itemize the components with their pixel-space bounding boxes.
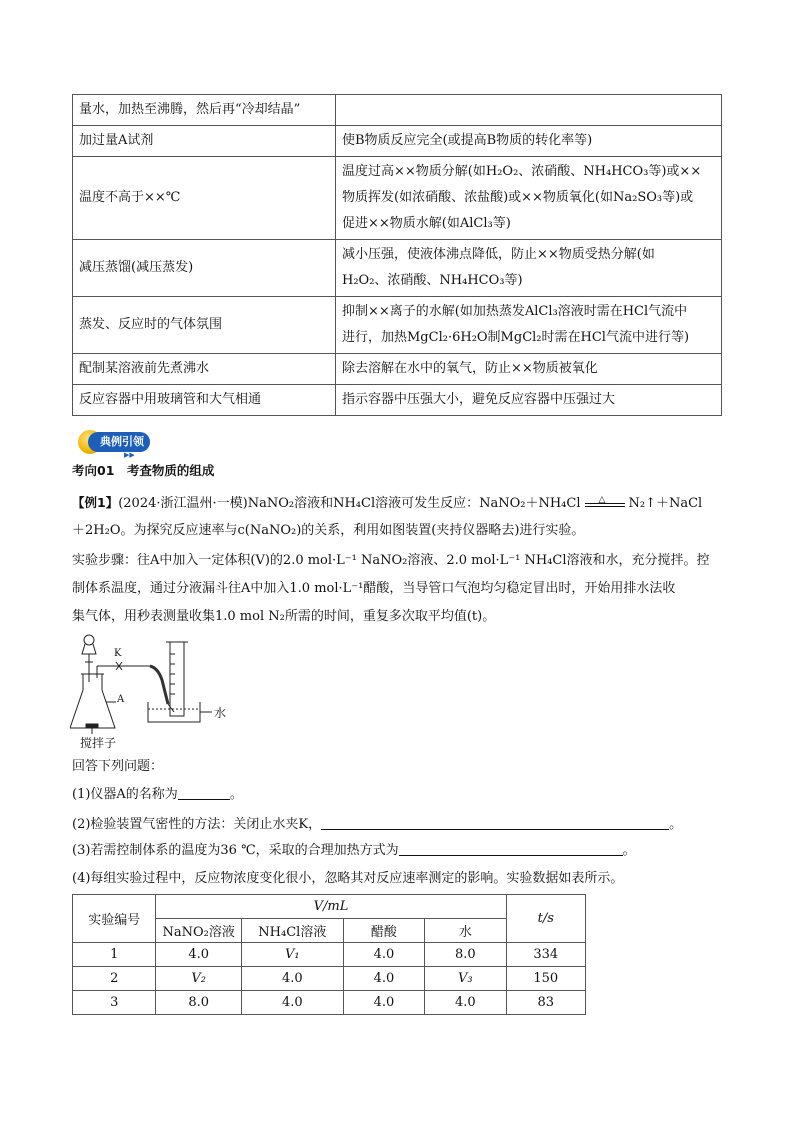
step-line-3: 集气体，用秒表测量收集1.0 mol N₂所需的时间，重复多次取平均值(t)。 — [72, 609, 496, 624]
purpose-line: 抑制××离子的水解(如加热蒸发AlCl₃溶液时需在HCl气流中 — [342, 304, 688, 319]
questions-intro: 回答下列问题： — [72, 759, 164, 774]
answer-blank[interactable] — [321, 815, 669, 830]
table-row — [73, 385, 722, 416]
purpose-cell — [336, 95, 722, 126]
step-line-1: 实验步骤：往A中加入一定体积(V)的2.0 mol·L⁻¹ NaNO₂溶液、2.0 mol·L⁻¹ NH₄Cl溶液和水，充分搅拌。控 — [72, 553, 710, 568]
table-row — [73, 967, 586, 991]
condition-cell: 减压蒸馏(减压蒸发) — [73, 240, 336, 297]
question-end: 。 — [622, 843, 636, 858]
section-badge — [78, 428, 158, 459]
cell-time: 334 — [506, 943, 585, 967]
answer-blank[interactable] — [399, 841, 623, 856]
condition-cell: 蒸发、反应时的气体氛围 — [73, 297, 336, 354]
table-row — [73, 95, 722, 126]
table-row — [73, 297, 722, 354]
apparatus-diagram — [70, 632, 240, 750]
cell-nh4cl: 4.0 — [241, 967, 343, 991]
subheader-water: 水 — [425, 919, 506, 943]
example-line-2: ＋2H₂O。为探究反应速率与c(NaNO₂)的关系，利用如图装置(夹持仪器略去)进行实验。 — [72, 523, 585, 538]
condition-cell: 加过量A试剂 — [73, 126, 336, 157]
header-id: 实验编号 — [73, 895, 156, 943]
example-text: NaNO₂溶液和NH₄Cl溶液可发生反应：NaNO₂＋NH₄Cl — [247, 496, 581, 511]
purpose-line: 减小压强，使液体沸点降低，防止××物质受热分解(如 — [342, 247, 655, 262]
conditions-table — [72, 94, 722, 416]
double-chevron-icon: ▶▶ — [124, 451, 135, 459]
cell-nano2: 8.0 — [156, 991, 241, 1015]
example-tag: 【例1】 — [72, 495, 119, 510]
cell-time: 150 — [506, 967, 585, 991]
cylinder — [170, 642, 184, 716]
section-title: 考向01 考查物质的组成 — [72, 463, 215, 478]
purpose-cell — [336, 240, 722, 297]
table-row — [73, 943, 586, 967]
cell-nano2: V₂ — [156, 967, 241, 991]
purpose-line: 物质挥发(如浓硝酸、浓盐酸)或××物质氧化(如Na₂SO₃等)或 — [342, 190, 694, 205]
cell-acid: 4.0 — [343, 943, 424, 967]
table-row — [73, 991, 586, 1015]
table-row — [73, 126, 722, 157]
purpose-line: 促进××物质水解(如AlCl₃等) — [342, 216, 511, 231]
cell-id: 2 — [73, 967, 156, 991]
cell-id: 1 — [73, 943, 156, 967]
purpose-cell: 指示容器中压强大小，避免反应容器中压强过大 — [336, 385, 722, 416]
question-text: (1)仪器A的名称为 — [72, 787, 178, 802]
data-table — [72, 894, 586, 1015]
condition-cell: 配制某溶液前先煮沸水 — [73, 354, 336, 385]
reaction-arrow-icon — [585, 494, 625, 511]
cell-time: 83 — [506, 991, 585, 1015]
subheader-nh4cl: NH₄Cl溶液 — [241, 919, 343, 943]
question-3 — [72, 838, 732, 864]
header-volume: V/mL — [156, 895, 506, 919]
label-stirrer: 搅拌子 — [80, 736, 117, 750]
purpose-line: 温度过高××物质分解(如H₂O₂、浓硝酸、NH₄HCO₃等)或×× — [342, 164, 702, 179]
purpose-cell: 除去溶解在水中的氧气，防止××物质被氧化 — [336, 354, 722, 385]
question-end: 。 — [669, 817, 683, 832]
question-1 — [72, 782, 732, 808]
label-water: 水 — [214, 706, 227, 720]
question-2 — [72, 812, 732, 838]
example-line-1 — [72, 490, 732, 517]
cell-id: 3 — [73, 991, 156, 1015]
table-header-row — [73, 895, 586, 919]
subheader-acid: 醋酸 — [343, 919, 424, 943]
flask — [70, 674, 115, 728]
answer-blank[interactable] — [178, 785, 230, 800]
header-time: t/s — [506, 895, 585, 943]
question-end: 。 — [229, 787, 243, 802]
cell-water: 4.0 — [425, 991, 506, 1015]
cell-nano2: 4.0 — [156, 943, 241, 967]
purpose-cell — [336, 157, 722, 240]
subheader-nano2: NaNO₂溶液 — [156, 919, 241, 943]
table-row — [73, 240, 722, 297]
condition-cell: 温度不高于××℃ — [73, 157, 336, 240]
condition-cell: 量水，加热至沸腾，然后再“冷却结晶” — [73, 95, 336, 126]
apparatus-svg — [70, 632, 240, 750]
table-row — [73, 354, 722, 385]
cell-water: V₃ — [425, 967, 506, 991]
condition-cell: 反应容器中用玻璃管和大气相通 — [73, 385, 336, 416]
cell-acid: 4.0 — [343, 967, 424, 991]
table-row — [73, 157, 722, 240]
label-a: A — [117, 694, 125, 705]
funnel-bulb — [84, 635, 94, 645]
question-text: (2)检验装置气密性的方法：关闭止水夹K， — [72, 817, 322, 832]
cell-acid: 4.0 — [343, 991, 424, 1015]
purpose-line: 进行，加热MgCl₂·6H₂O制MgCl₂时需在HCl气流中进行等) — [342, 330, 690, 345]
badge-label: 典例引领 — [88, 432, 150, 452]
label-k: K — [114, 648, 122, 659]
cell-water: 8.0 — [425, 943, 506, 967]
purpose-cell — [336, 297, 722, 354]
cell-nh4cl: V₁ — [241, 943, 343, 967]
example-source: (2024·浙江温州·一模) — [118, 496, 248, 511]
question-4: (4)每组实验过程中，反应物浓度变化很小，忽略其对反应速率测定的影响。实验数据如表所示。 — [72, 871, 624, 886]
example-text: N₂↑＋NaCl — [628, 496, 703, 511]
heat-symbol: △ — [598, 494, 606, 505]
purpose-cell: 使B物质反应完全(或提高B物质的转化率等) — [336, 126, 722, 157]
cell-nh4cl: 4.0 — [241, 991, 343, 1015]
purpose-line: H₂O₂、浓硝酸、NH₄HCO₃等) — [342, 273, 523, 288]
step-line-2: 制体系温度，通过分液漏斗往A中加入1.0 mol·L⁻¹醋酸，当导管口气泡均匀稳定冒出时，开始用排水法收 — [72, 581, 676, 596]
question-text: (3)若需控制体系的温度为36 ℃，采取的合理加热方式为 — [72, 843, 399, 858]
